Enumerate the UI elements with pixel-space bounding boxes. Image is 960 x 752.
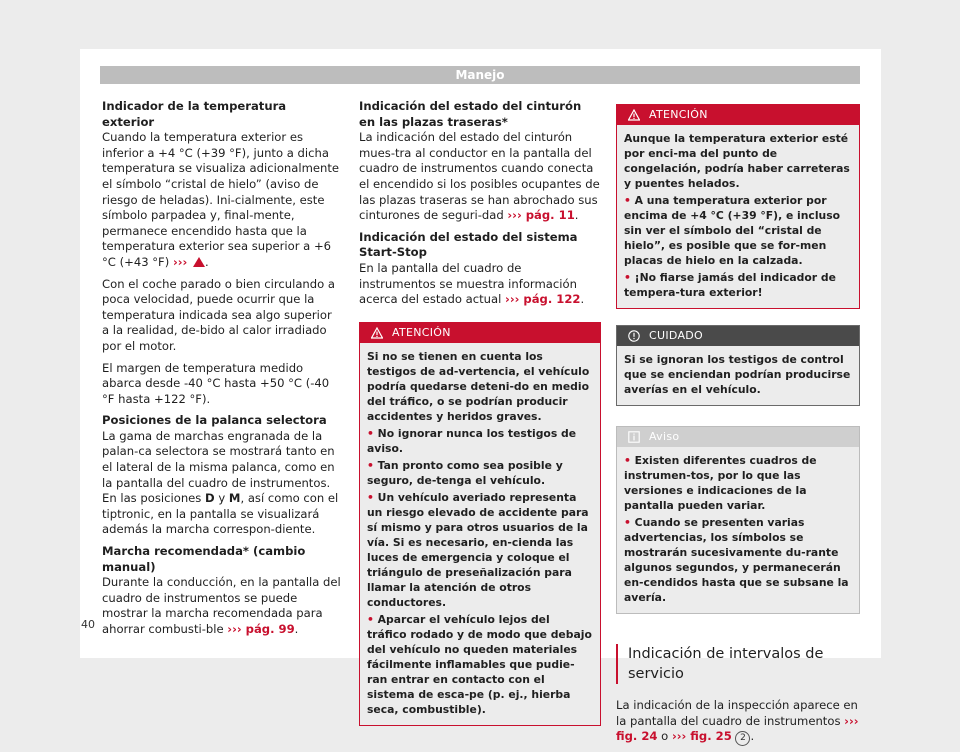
selector-y: y xyxy=(218,491,226,506)
column-left xyxy=(102,99,342,644)
ss-paragraph xyxy=(359,261,601,308)
stopped-paragraph: Con el coche parado o bien circulando a poca velocidad, puede ocurrir que la temperatura indicada sea algo superior a la realidad, de-bido al calor irradiado por el motor. xyxy=(102,276,336,353)
warning-bullet: • A una temperatura exterior por encima de +4 °C (+39 °F), e incluso sin ver el símbolo del “cristal de hielo”, es posible que se for-men placas de hielo en la calzada. xyxy=(624,194,841,267)
note-icon xyxy=(628,431,640,443)
service-ref-fig25[interactable]: ››› fig. 25 xyxy=(671,729,732,744)
warning-intro: Si no se tienen en cuenta los testigos de ad-vertencia, el vehículo podría quedarse deteni-do en medio del tráfico, o se podrían producir accidentes y heridos graves. xyxy=(367,349,590,423)
service-end: . xyxy=(750,729,755,744)
note-bullet: • Existen diferentes cuadros de instrumen-tos, por lo que las versiones e indicaciones de la pantalla pueden variar. xyxy=(624,454,817,512)
selector-paragraph xyxy=(102,429,342,538)
service-text: La indicación de la inspección aparece en la pantalla del cuadro de instrumentos xyxy=(616,698,858,728)
warning-box-body xyxy=(360,343,600,725)
temp-paragraph: Cuando la temperatura exterior es inferior a +4 °C (+39 °F), junto a dicha temperatura se visualiza adicionalmente el símbolo “cristal de hielo” (aviso de riesgo de heladas). Ini-cialmente, este símbolo parpadea y, final-mente, permanece encendido hasta que la temperatura exterior sea superior a +6 °C (+43 °F) ››› . xyxy=(102,130,340,269)
ss-heading: Indicación del estado del sistema Start-Stop xyxy=(359,229,578,260)
gear-ref-link[interactable]: ››› pág. 99 xyxy=(227,622,295,636)
warning-triangle-icon xyxy=(628,109,640,121)
belt-text: La indicación del estado del cinturón mues-tra al conductor en la pantalla del cuadro de instrumentos cuando conecta el encendido si los posibles ocupantes de las plazas traseras se han abrochado sus cinturones de seguri-dad xyxy=(359,130,600,223)
temp-text: Cuando la temperatura exterior es inferior a +4 °C (+39 °F), junto a dicha temperatura se visualiza adicionalmente el símbolo “cristal de hielo” (aviso de riesgo de heladas). Ini-cialmente, este símbolo parpadea y, final-mente, permanece encendido hasta que la temperatura exterior sea superior a +6 °C (+43 °F) xyxy=(102,130,340,269)
gear-paragraph xyxy=(102,575,342,637)
service-ref-fig24[interactable]: ››› fig. 24 xyxy=(616,713,859,744)
note-box-body xyxy=(617,447,859,613)
page-number: 40 xyxy=(81,618,95,631)
gear-end: . xyxy=(294,622,299,636)
selector-m: M xyxy=(228,491,241,506)
temp-heading: Indicador de la temperatura exterior xyxy=(102,99,287,129)
range-paragraph: El margen de temperatura medido abarca desde -40 °C hasta +50 °C (-40 °F hasta +122 °F). xyxy=(102,360,330,406)
note-box-header xyxy=(617,427,859,447)
note-box-title: Aviso xyxy=(649,430,680,443)
warning-box-right xyxy=(616,104,860,309)
warning-box-title: ATENCIÓN xyxy=(649,108,708,121)
column-right xyxy=(616,104,860,752)
temp-ref-link[interactable]: ››› xyxy=(172,254,188,269)
selector-text-b: , así como con el tiptronic, en la pantalla se visualizará además la marcha correspon-diente. xyxy=(102,491,339,537)
page-header: Manejo xyxy=(100,66,860,84)
note-box xyxy=(616,426,860,614)
warning-bullet: • ¡No fiarse jamás del indicador de tempera-tura exterior! xyxy=(624,271,836,299)
warning-bullet: • Un vehículo averiado representa un riesgo elevado de accidente para sí mismo y para otros usuarios de la vía. Si es necesario, en-cienda las luces de emergencia y coloque el triángulo de preseñalización para llamar la atención de otros conductores. xyxy=(367,490,589,609)
ss-end: . xyxy=(580,292,585,307)
service-paragraph xyxy=(616,698,860,746)
caution-box-header xyxy=(617,326,859,346)
warning-triangle-icon xyxy=(193,257,205,267)
belt-end: . xyxy=(574,208,579,223)
callout-number: 2 xyxy=(735,731,750,746)
warning-bullet: • Tan pronto como sea posible y seguro, de-tenga el vehículo. xyxy=(367,458,563,487)
selector-d: D xyxy=(205,491,215,506)
caution-box-body xyxy=(617,346,859,405)
belt-ref-link[interactable]: ››› pág. 11 xyxy=(507,208,575,223)
ss-ref-link[interactable]: ››› pág. 122 xyxy=(505,292,581,307)
selector-text-a: La gama de marchas engranada de la palan-ca selectora se mostrará tanto en el lateral de la misma palanca, como en la pantalla del cuadro de instrumentos. En las posiciones xyxy=(102,428,335,506)
belt-heading: Indicación del estado del cinturón en las plazas traseras* xyxy=(359,99,582,129)
warning-bullet: • Aparcar el vehículo lejos del tráfico rodado y de modo que debajo del vehículo no queden materiales fácilmente inflamables que pudie-ran entrar en contacto con el sistema de esca-pe (p. ej., hierba seca, combustible). xyxy=(367,612,592,716)
caution-text: Si se ignoran los testigos de control que se enciendan podrían producirse averías en el vehículo. xyxy=(624,353,851,396)
belt-paragraph xyxy=(359,130,601,224)
warning-bullet: • No ignorar nunca los testigos de aviso. xyxy=(367,426,577,455)
warning-box-middle xyxy=(359,322,601,726)
selector-heading: Posiciones de la palanca selectora xyxy=(102,413,327,428)
warning-box-body xyxy=(617,125,859,308)
caution-box-title: CUIDADO xyxy=(649,329,704,342)
ss-text: En la pantalla del cuadro de instrumentos se muestra información acerca del estado actual xyxy=(359,260,577,307)
warning-box-header xyxy=(360,323,600,343)
info-circle-icon xyxy=(628,330,640,342)
service-o: o xyxy=(661,729,669,744)
column-middle xyxy=(359,99,601,742)
gear-text: Durante la conducción, en la pantalla del cuadro de instrumentos se puede mostrar la marcha recomendada para ahorrar combusti-ble xyxy=(102,575,341,636)
warning-box-header xyxy=(617,105,859,125)
note-bullet: • Cuando se presenten varias advertencias, los símbolos se mostrarán sucesivamente du-rante algunos segundos, y permanecerán en-cendidos hasta que se subsane la avería. xyxy=(624,516,849,604)
service-heading: Indicación de intervalos de servicio xyxy=(616,644,860,684)
warning-box-title: ATENCIÓN xyxy=(392,325,451,339)
warning-intro: Aunque la temperatura exterior esté por enci-ma del punto de congelación, podría haber carreteras y puentes helados. xyxy=(624,132,850,190)
caution-box xyxy=(616,325,860,406)
warning-triangle-icon xyxy=(371,327,383,339)
gear-heading: Marcha recomendada* (cambio manual) xyxy=(102,544,306,574)
